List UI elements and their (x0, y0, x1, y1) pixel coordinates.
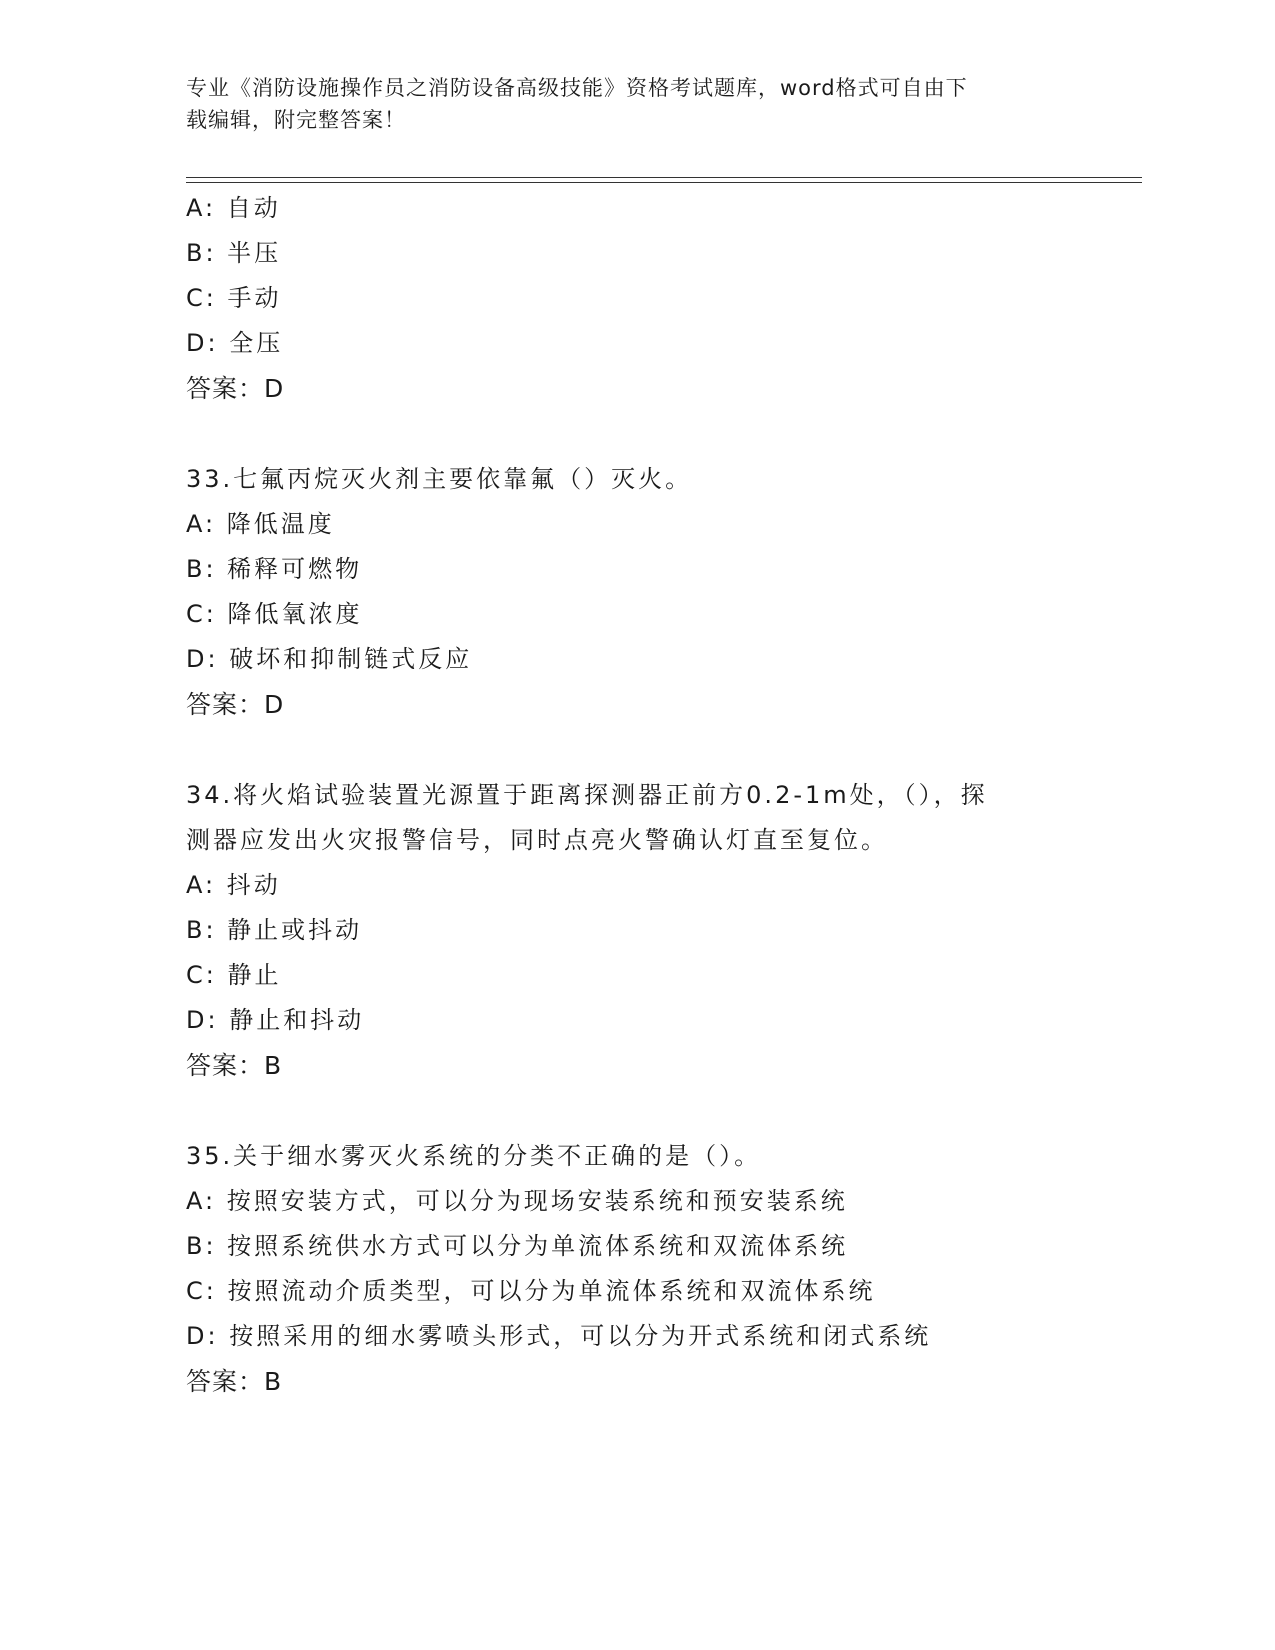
q32-option-a: A: 自动 (186, 194, 281, 222)
q34-stem-line-2: 测器应发出火灾报警信号，同时点亮火警确认灯直至复位。 (186, 826, 888, 854)
q35-option-b: B: 按照系统供水方式可以分为单流体系统和双流体系统 (186, 1232, 849, 1260)
q33-stem: 33.七氟丙烷灭火剂主要依靠氟（）灭火。 (186, 465, 693, 493)
q34-option-b: B: 静止或抖动 (186, 916, 363, 944)
q33-option-c: C: 降低氧浓度 (186, 600, 363, 628)
q33-option-a: A: 降低温度 (186, 510, 335, 538)
document-header (186, 72, 1066, 136)
header-divider-bottom (186, 182, 1142, 183)
q35-option-d: D: 按照采用的细水雾喷头形式，可以分为开式系统和闭式系统 (186, 1322, 932, 1350)
q34-option-d: D: 静止和抖动 (186, 1006, 365, 1034)
q33-answer: 答案：D (186, 690, 285, 719)
q33-option-d: D: 破坏和抑制链式反应 (186, 645, 473, 673)
q33-option-b: B: 稀释可燃物 (186, 555, 363, 583)
q32-option-b: B: 半压 (186, 239, 282, 267)
q34-option-a: A: 抖动 (186, 871, 281, 899)
header-line-1: 专业《消防设施操作员之消防设备高级技能》资格考试题库，word格式可自由下 (186, 76, 968, 100)
q32-answer: 答案：D (186, 374, 285, 403)
q35-option-c: C: 按照流动介质类型，可以分为单流体系统和双流体系统 (186, 1277, 876, 1305)
q34-answer: 答案：B (186, 1051, 283, 1080)
q35-answer: 答案：B (186, 1367, 283, 1396)
q32-option-c: C: 手动 (186, 284, 282, 312)
q32-option-d: D: 全压 (186, 329, 284, 357)
q34-stem-line-1: 34.将火焰试验装置光源置于距离探测器正前方0.2-1m处，（），探 (186, 781, 988, 809)
q34-option-c: C: 静止 (186, 961, 282, 989)
header-divider-top (186, 177, 1142, 178)
q35-option-a: A: 按照安装方式，可以分为现场安装系统和预安装系统 (186, 1187, 848, 1215)
header-line-2: 载编辑，附完整答案！ (186, 108, 406, 132)
q35-stem: 35.关于细水雾灭火系统的分类不正确的是（）。 (186, 1142, 762, 1170)
